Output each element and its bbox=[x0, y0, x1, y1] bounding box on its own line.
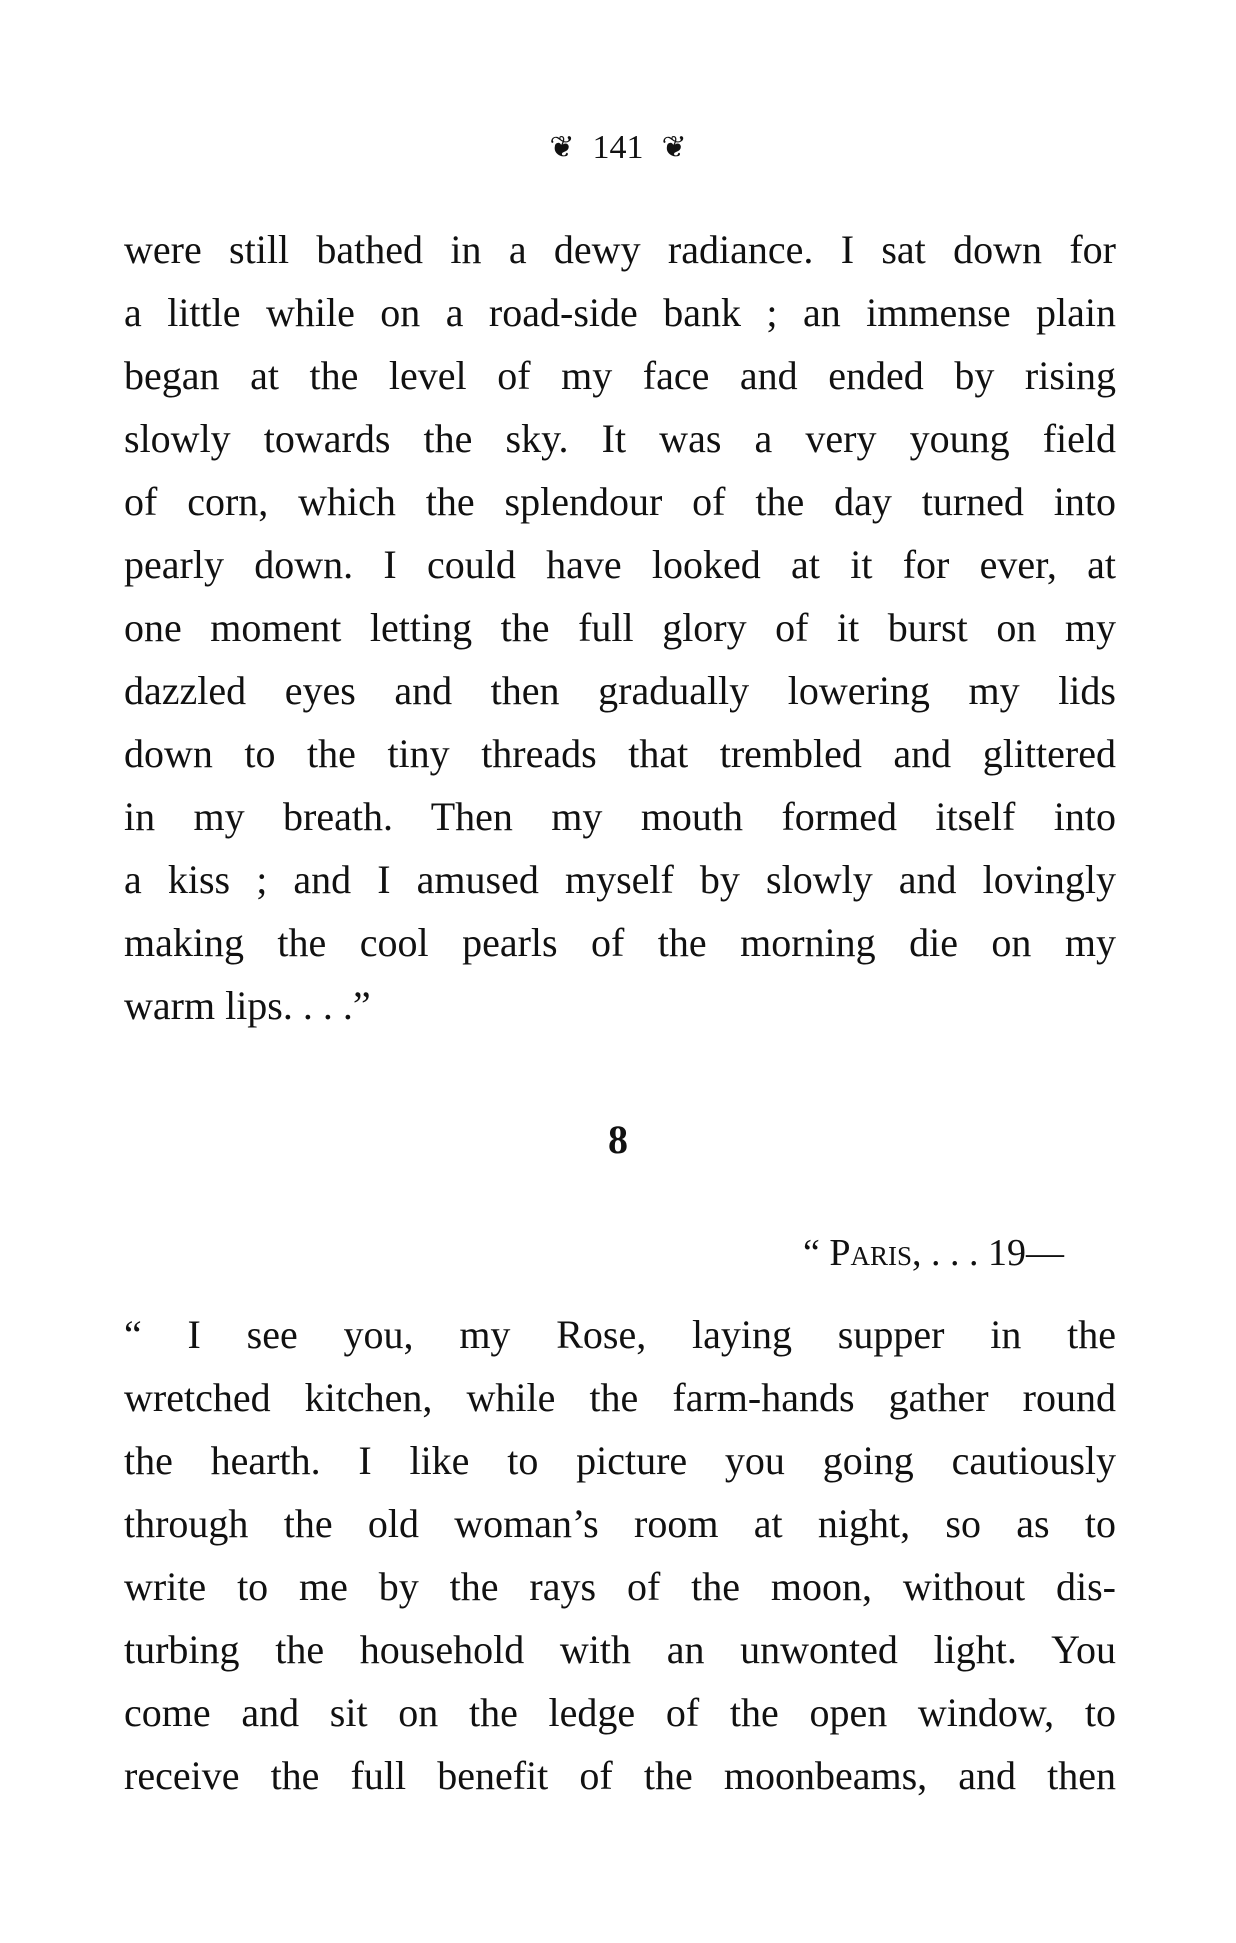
text-line: the hearth. I like to picture you going cautiously bbox=[124, 1438, 1116, 1483]
text-line: making the cool pearls of the morning die on my bbox=[124, 920, 1116, 965]
dateline-open-quote: “ bbox=[802, 1232, 820, 1274]
paragraph-letter-8 bbox=[124, 1303, 1116, 1807]
text-line: slowly towards the sky. It was a very young field bbox=[124, 416, 1116, 461]
text-line: wretched kitchen, while the farm-hands gather round bbox=[124, 1375, 1116, 1420]
text-line: come and sit on the ledge of the open window, to bbox=[124, 1690, 1116, 1735]
page-header bbox=[0, 128, 1236, 168]
dateline-date: . . . 19— bbox=[931, 1232, 1064, 1274]
text-line: dazzled eyes and then gradually lowering my lids bbox=[124, 668, 1116, 713]
letter-dateline bbox=[803, 1223, 1064, 1283]
text-line: were still bathed in a dewy radiance. I sat down for bbox=[124, 227, 1116, 272]
text-line: began at the level of my face and ended by rising bbox=[124, 353, 1116, 398]
text-line: pearly down. I could have looked at it for ever, at bbox=[124, 542, 1116, 587]
text-line: down to the tiny threads that trembled and glittered bbox=[124, 731, 1116, 776]
page-number: 141 bbox=[592, 129, 644, 166]
text-line: of corn, which the splendour of the day turned into bbox=[124, 479, 1116, 524]
text-line: receive the full benefit of the moonbeams, and then bbox=[124, 1753, 1116, 1798]
dateline-place: Paris, bbox=[829, 1232, 922, 1274]
text-line: a little while on a road-side bank ; an immense plain bbox=[124, 290, 1116, 335]
text-line: a kiss ; and I amused myself by slowly and lovingly bbox=[124, 857, 1116, 902]
ornament-left-icon: ❦ bbox=[549, 131, 575, 164]
text-line: turbing the household with an unwonted light. You bbox=[124, 1627, 1116, 1672]
text-line: in my breath. Then my mouth formed itself into bbox=[124, 794, 1116, 839]
text-line: warm lips. . . .” bbox=[124, 983, 371, 1028]
paragraph-letter-7-end bbox=[124, 218, 1116, 1037]
section-number: 8 bbox=[608, 1117, 628, 1162]
text-line: one moment letting the full glory of it burst on my bbox=[124, 605, 1116, 650]
ornament-right-icon: ❦ bbox=[661, 131, 687, 164]
text-line: “ I see you, my Rose, laying supper in the bbox=[124, 1312, 1116, 1357]
text-line: write to me by the rays of the moon, without dis- bbox=[124, 1564, 1116, 1609]
text-line: through the old woman’s room at night, so as to bbox=[124, 1501, 1116, 1546]
